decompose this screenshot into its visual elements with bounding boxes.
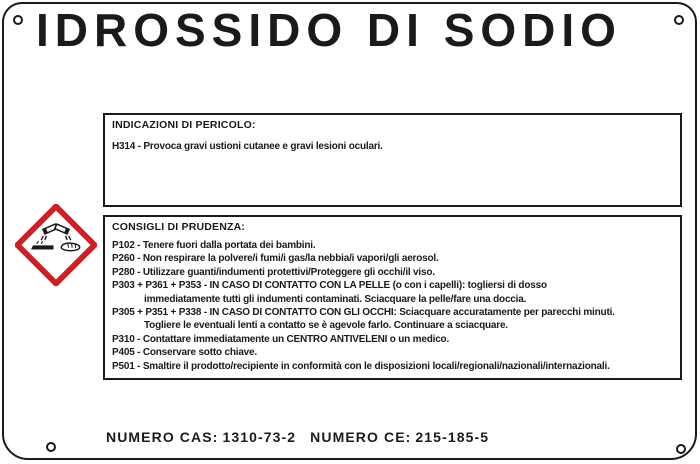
screw-hole-bottom-left (46, 442, 56, 452)
precaution-line: P280 - Utilizzare guanti/indumenti protettivi/Proteggere gli occhi/il viso. (112, 266, 435, 278)
hazard-statements-box (103, 113, 682, 207)
precaution-box-header: CONSIGLI DI PRUDENZA: (112, 221, 246, 233)
hazard-statement: H314 - Provoca gravi ustioni cutanee e gravi lesioni oculari. (112, 141, 383, 152)
precaution-line: P260 - Non respirare la polvere/i fumi/i gas/la nebbia/i vapori/gli aerosol. (112, 253, 439, 265)
precaution-line: P501 - Smaltire il prodotto/recipiente in conformità con le disposizioni locali/regionali/nazionali/internazionali. (112, 360, 610, 372)
precaution-line: P102 - Tenere fuori dalla portata dei bambini. (112, 240, 316, 251)
hazard-box-header: INDICAZIONI DI PERICOLO: (112, 119, 256, 131)
cas-number-value: 1310-73-2 (222, 429, 297, 445)
screw-hole-top-left (13, 15, 23, 25)
precaution-line: Togliere le eventuali lenti a contatto se è agevole farlo. Continuare a sciacquare. (144, 320, 508, 332)
precaution-line: P303 + P361 + P353 - IN CASO DI CONTATTO CON LA PELLE (o con i capelli): togliersi di dosso (112, 280, 547, 292)
precaution-line: P310 - Contattare immediatamente un CENTRO ANTIVELENI o un medico. (112, 333, 450, 345)
ce-number-value: 215-185-5 (415, 429, 490, 445)
screw-hole-top-right (674, 15, 684, 25)
registry-numbers (106, 429, 489, 445)
sign-title: IDROSSIDO DI SODIO (36, 4, 622, 56)
cas-number-label: NUMERO CAS: (106, 429, 219, 445)
precaution-line: P405 - Conservare sotto chiave. (112, 347, 257, 359)
precaution-lines (112, 239, 673, 373)
ce-number-label: NUMERO CE: (310, 429, 412, 445)
precautionary-statements-box (103, 215, 682, 380)
precaution-line: P305 + P351 + P338 - IN CASO DI CONTATTO CON GLI OCCHI: Sciacquare accuratamente per parecchi minuti. (112, 307, 615, 319)
precaution-line: immediatamente tutti gli indumenti contaminati. Sciacquare la pelle/fare una doccia. (144, 293, 527, 305)
ghs05-corrosion-pictogram (15, 204, 97, 286)
screw-hole-bottom-right (676, 444, 686, 454)
